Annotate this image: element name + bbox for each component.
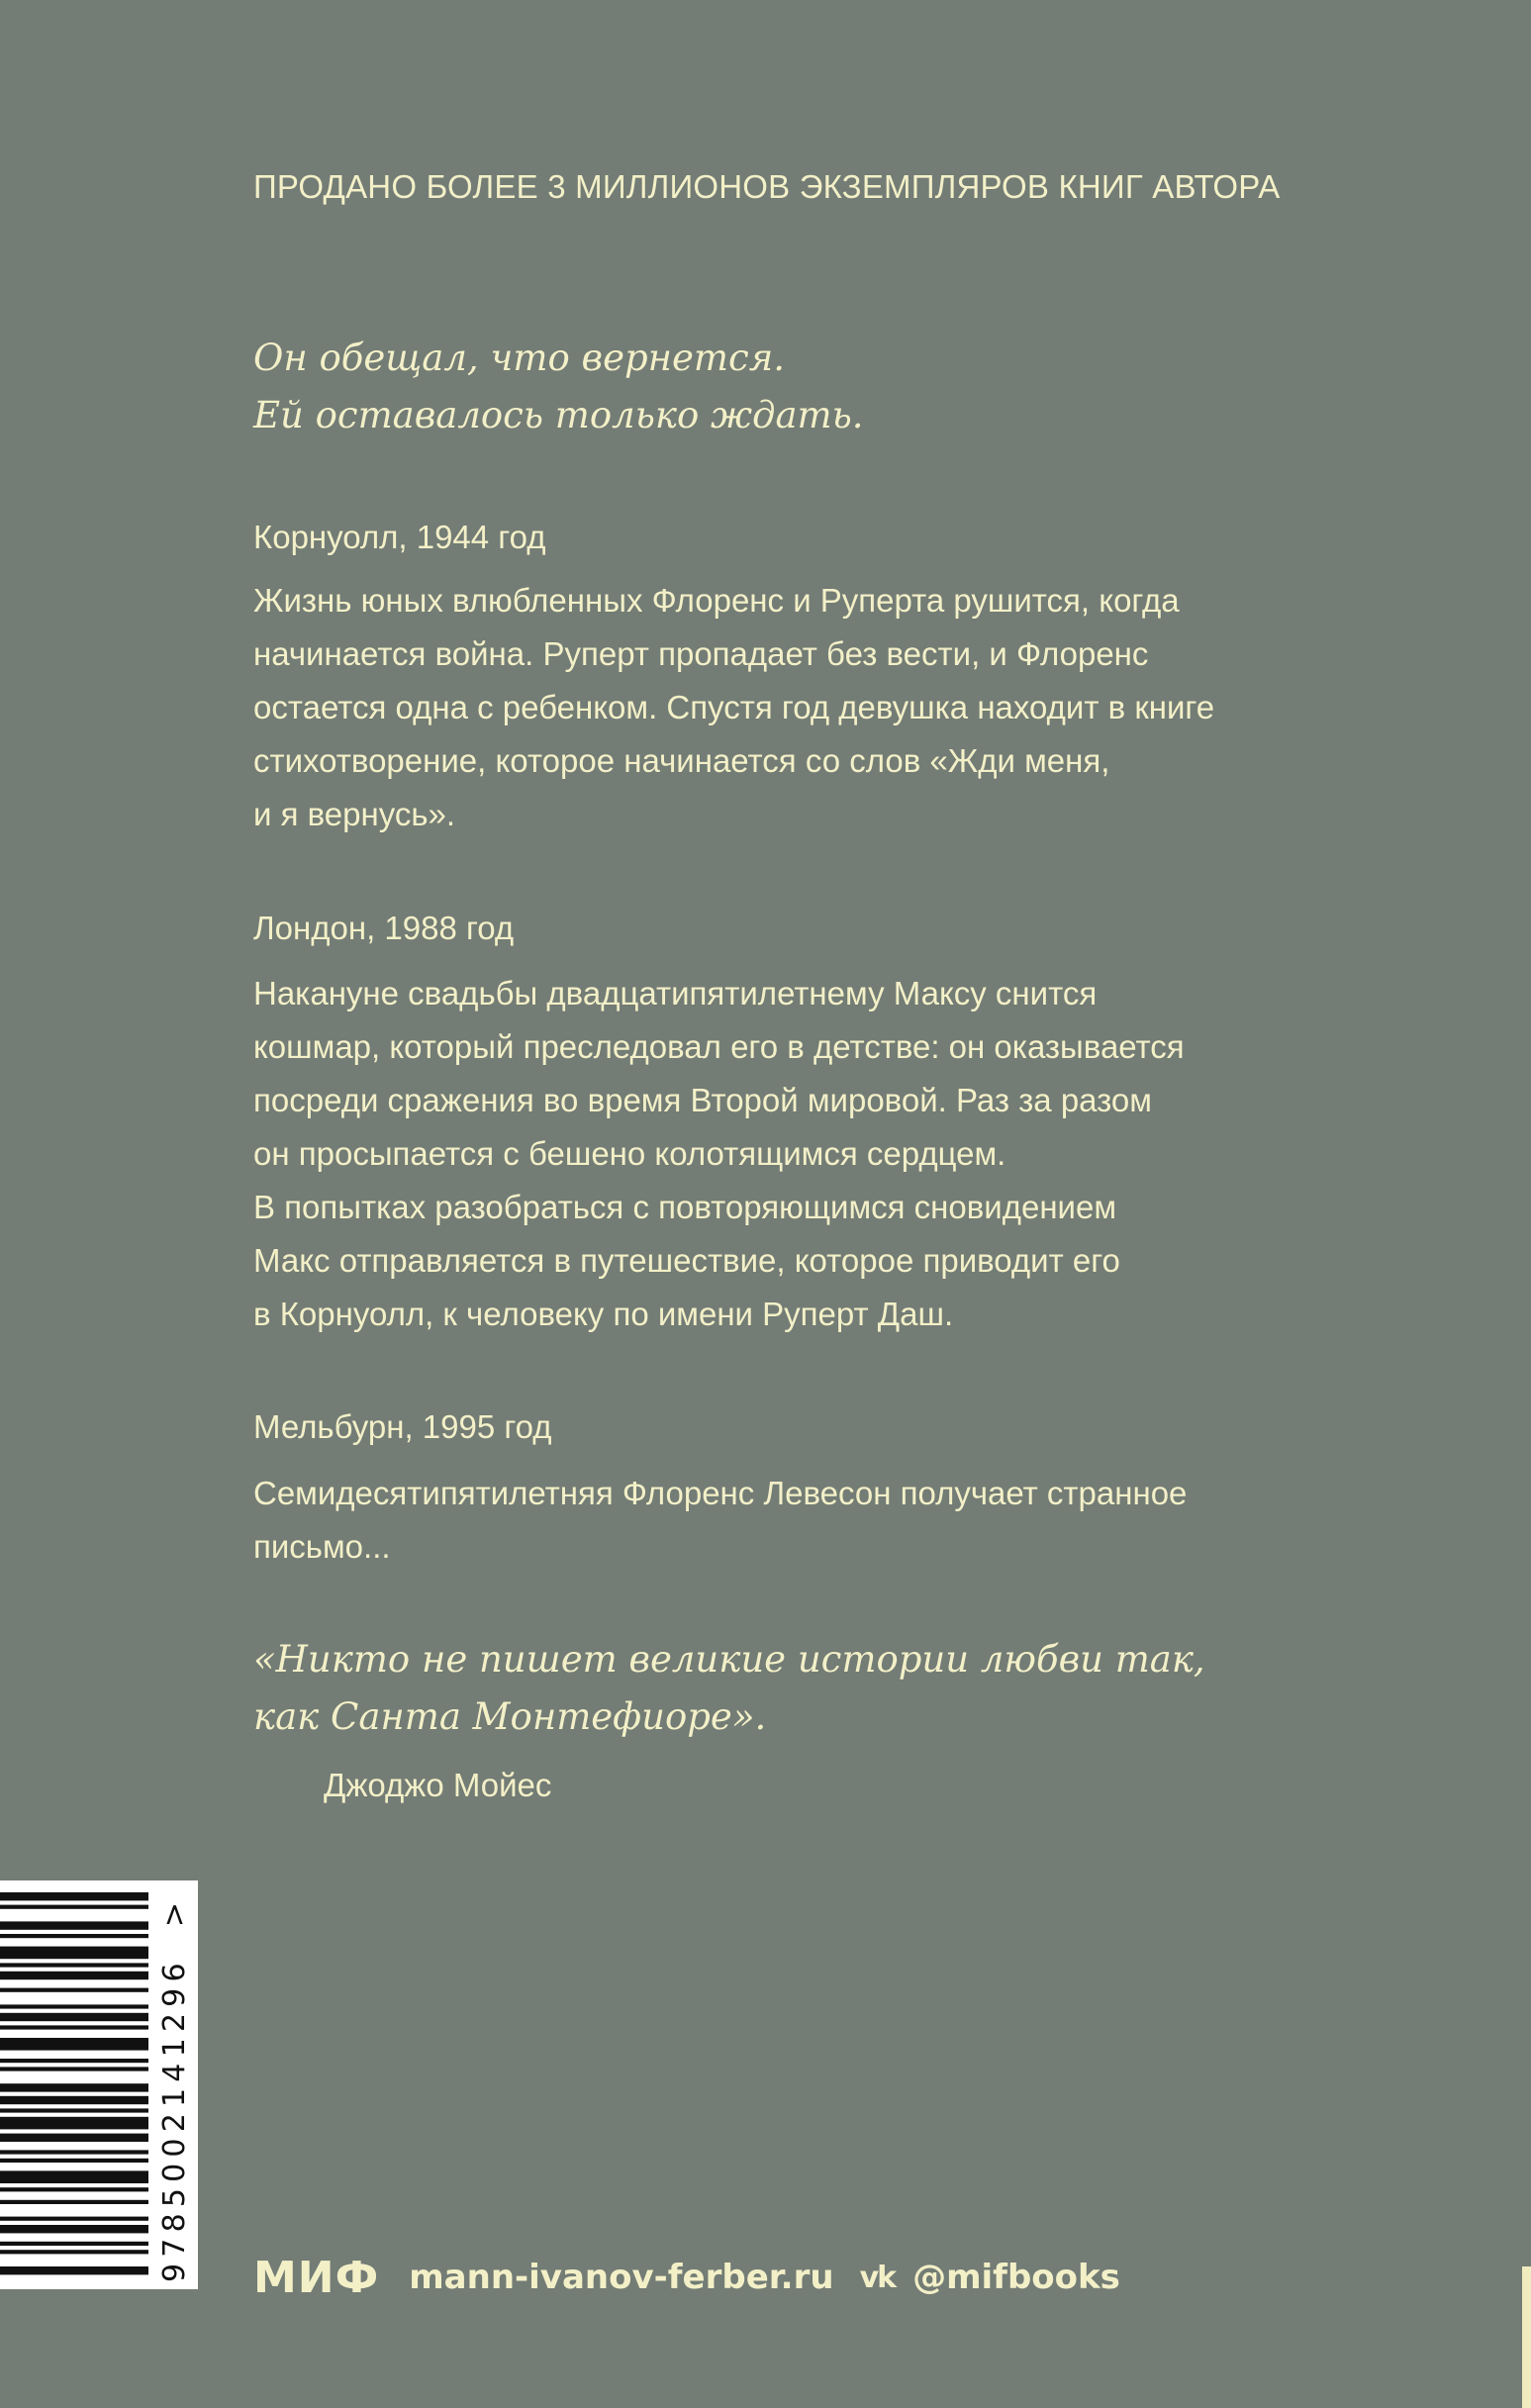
body-line: Накануне свадьбы двадцатипятилетнему Максу снится bbox=[253, 975, 1098, 1011]
barcode-graphic bbox=[0, 1880, 198, 2289]
section-body-london bbox=[253, 967, 1302, 1341]
barcode-bar bbox=[0, 2266, 148, 2274]
spine-edge-strip bbox=[1522, 2266, 1531, 2408]
body-line: Жизнь юных влюбленных Флоренс и Руперта рушится, когда bbox=[253, 582, 1180, 619]
barcode-digits: 9785002141296 bbox=[157, 1957, 192, 2282]
barcode-bar bbox=[0, 2117, 148, 2130]
body-line: Макс отправляется в путешествие, которое приводит его bbox=[253, 1242, 1120, 1279]
publisher-logo: МИФ bbox=[253, 2252, 380, 2303]
sales-headline: ПРОДАНО БОЛЕЕ 3 МИЛЛИОНОВ ЭКЗЕМПЛЯРОВ КНИГ АВТОРА bbox=[253, 168, 1281, 205]
barcode-bar bbox=[0, 1921, 148, 1929]
barcode-bar bbox=[0, 2004, 148, 2008]
barcode-bar bbox=[0, 2096, 148, 2104]
body-line: В попытках разобраться с повторяющимся сновидением bbox=[253, 1189, 1117, 1225]
quote-line: как Санта Монтефиоре». bbox=[253, 1695, 767, 1738]
body-line: стихотворение, которое начинается со слов «Жди меня, bbox=[253, 742, 1110, 779]
section-title-cornwall: Корнуолл, 1944 год bbox=[253, 519, 546, 555]
barcode-bar bbox=[0, 2200, 148, 2204]
barcode-bar bbox=[0, 2083, 148, 2091]
section-title-melbourne: Мельбурн, 1995 год bbox=[253, 1408, 552, 1445]
barcode-bar bbox=[0, 1905, 148, 1909]
body-line: и я вернусь». bbox=[253, 796, 456, 832]
barcode-bar bbox=[0, 2038, 148, 2051]
isbn-barcode bbox=[0, 1880, 198, 2289]
section-body-melbourne bbox=[253, 1467, 1302, 1574]
body-line: остается одна с ребенком. Спустя год девушка находит в книге bbox=[253, 689, 1215, 725]
barcode-bar bbox=[0, 1963, 148, 1967]
quote-author: Джоджо Мойес bbox=[324, 1767, 552, 1803]
tagline-line: Он обещал, что вернется. bbox=[253, 337, 785, 379]
review-quote bbox=[253, 1631, 1302, 1746]
body-line: он просыпается с бешено колотящимся сердцем. bbox=[253, 1135, 1006, 1172]
body-line: кошмар, который преследовал его в детстве: он оказывается bbox=[253, 1028, 1185, 1065]
barcode-bar bbox=[0, 2217, 148, 2221]
barcode-bar bbox=[0, 2250, 148, 2254]
barcode-bar bbox=[0, 2025, 148, 2029]
barcode-bar bbox=[0, 2159, 148, 2163]
barcode-bar bbox=[0, 1892, 148, 1900]
barcode-bar bbox=[0, 2067, 148, 2071]
body-line: начинается война. Руперт пропадает без вести, и Флоренс bbox=[253, 635, 1149, 672]
barcode-bar bbox=[0, 2013, 148, 2021]
body-line: Семидесятипятилетняя Флоренс Левесон получает странное bbox=[253, 1475, 1188, 1511]
tagline bbox=[253, 330, 1302, 444]
quote-line: «Никто не пишет великие истории любви так, bbox=[253, 1638, 1205, 1681]
section-body-cornwall bbox=[253, 574, 1302, 841]
social-handle[interactable]: @mifbooks bbox=[912, 2258, 1120, 2297]
barcode-bar bbox=[0, 2225, 148, 2233]
barcode-quiet-zone-marker: > bbox=[157, 1902, 192, 1928]
tagline-line: Ей оставалось только ждать. bbox=[253, 394, 864, 436]
barcode-bar bbox=[0, 2134, 148, 2142]
barcode-bar bbox=[0, 1934, 148, 1938]
barcode-bar bbox=[0, 2170, 148, 2183]
barcode-bar bbox=[0, 2059, 148, 2063]
barcode-bar bbox=[0, 1988, 148, 1992]
vk-icon[interactable]: vk bbox=[859, 2260, 896, 2295]
barcode-bar bbox=[0, 2108, 148, 2112]
barcode-bar bbox=[0, 2150, 148, 2154]
barcode-bar bbox=[0, 2242, 148, 2246]
body-line: письмо... bbox=[253, 1528, 391, 1565]
publisher-footer bbox=[253, 2245, 1120, 2310]
website-link[interactable]: mann-ivanov-ferber.ru bbox=[409, 2258, 834, 2297]
barcode-bar bbox=[0, 1947, 148, 1960]
barcode-bar bbox=[0, 1972, 148, 1979]
section-title-london: Лондон, 1988 год bbox=[253, 910, 515, 946]
body-line: в Корнуолл, к человеку по имени Руперт Даш. bbox=[253, 1296, 954, 1332]
body-line: посреди сражения во время Второй мировой. Раз за разом bbox=[253, 1082, 1152, 1118]
barcode-bar bbox=[0, 2187, 148, 2191]
